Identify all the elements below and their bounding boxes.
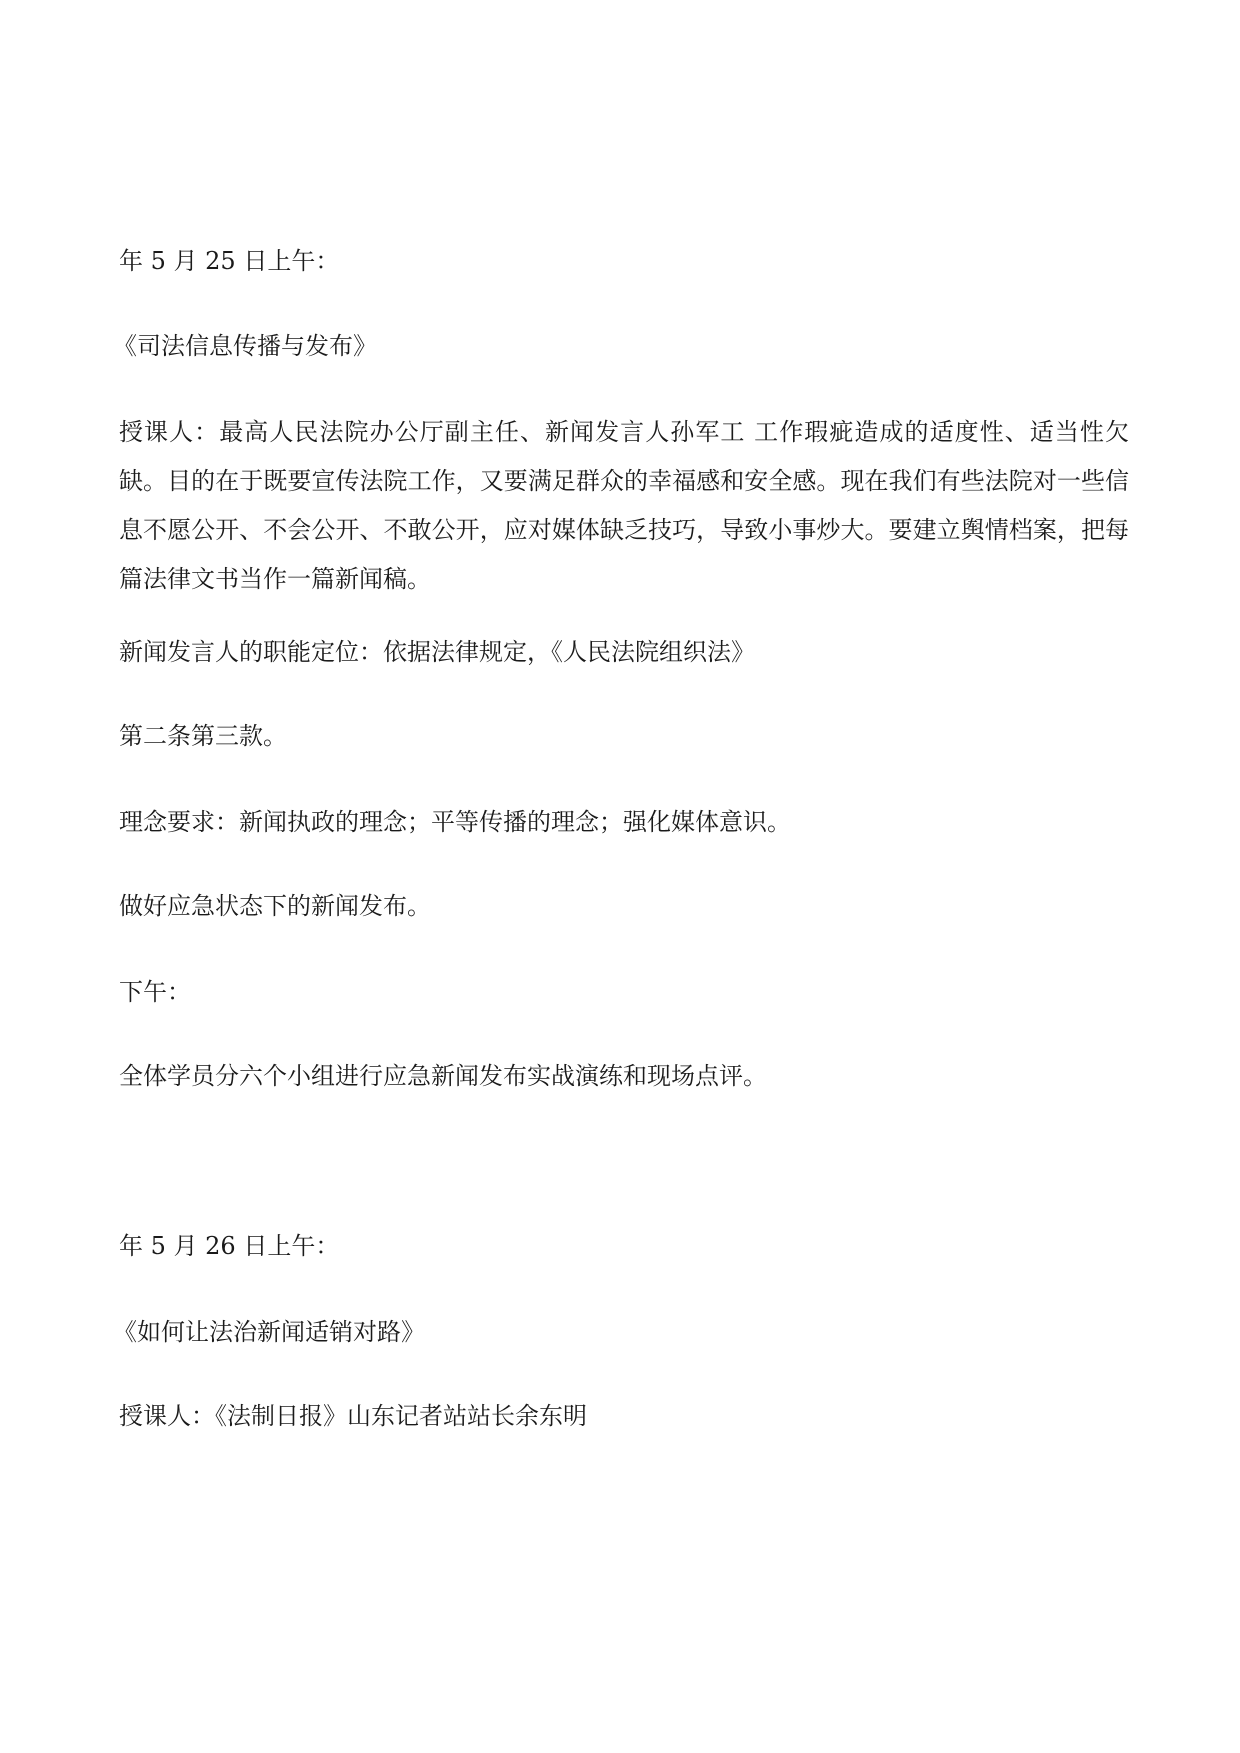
lecturer-line-may-26: 授课人：《法制日报》山东记者站站长余东明 [119, 1402, 587, 1430]
afternoon-activity-line: 全体学员分六个小组进行应急新闻发布实战演练和现场点评。 [119, 1062, 767, 1090]
lecturer-paragraph: 授课人：最高人民法院办公厅副主任、新闻发言人孙军工 工作瑕疵造成的适度性、适当性欠缺。目的在于既要宣传法院工作，又要满足群众的幸福感和安全感。现在我们有些法院对一些信息不愿公开、不会公开、不敢公开，应对媒体缺乏技巧，导致小事炒大。要建立舆情档案，把每篇法律文书当作一篇新闻稿。 [119, 418, 1129, 593]
date-line-may-26: 年 5 月 26 日上午： [119, 1232, 340, 1260]
course-title-legal-news: 《如何让法治新闻适销对路》 [113, 1318, 425, 1346]
course-title-judicial-info: 《司法信息传播与发布》 [113, 332, 377, 360]
spokesperson-role-line: 新闻发言人的职能定位：依据法律规定，《人民法院组织法》 [119, 638, 755, 666]
concept-requirements-line: 理念要求：新闻执政的理念；平等传播的理念；强化媒体意识。 [119, 808, 791, 836]
article-clause-line: 第二条第三款。 [119, 722, 287, 750]
emergency-release-line: 做好应急状态下的新闻发布。 [119, 892, 431, 920]
afternoon-label: 下午： [119, 978, 191, 1006]
date-line-may-25: 年 5 月 25 日上午： [119, 247, 340, 275]
